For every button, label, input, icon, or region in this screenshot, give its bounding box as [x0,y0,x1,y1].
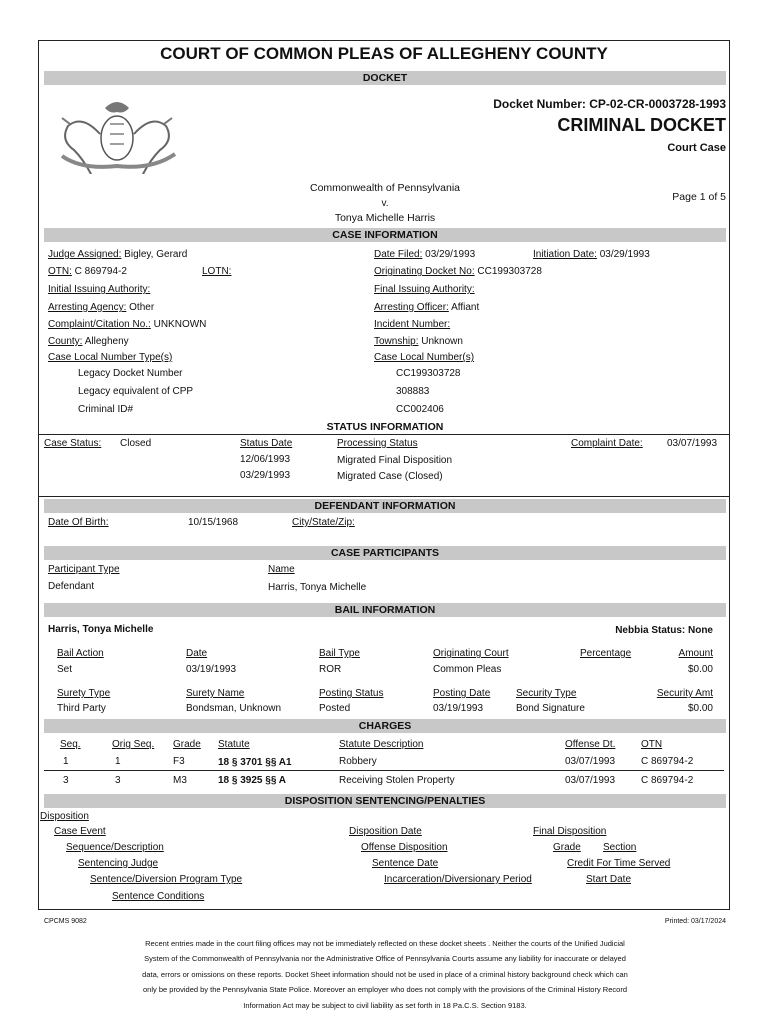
offense-date-label: Offense Dt. [565,739,616,750]
disposition-label: Disposition [40,811,89,822]
complaint-value: UNKNOWN [153,319,207,330]
dob-value: 10/15/1968 [188,517,239,528]
arresting-agency-row [48,302,154,313]
charge-2-orig-seq: 3 [115,775,121,786]
arresting-agency-value: Other [129,302,155,313]
grade-disp-label: Grade [553,842,581,853]
case-info-bar: CASE INFORMATION [44,228,726,242]
charge-2-statute: 18 § 3925 §§ A [218,775,287,786]
docket-bar: DOCKET [44,71,726,85]
local-type-label: Case Local Number Type(s) [48,352,173,363]
posting-status-label: Posting Status [319,688,384,699]
judge-row [48,249,187,260]
incident-label: Incident Number: [374,319,451,330]
date-filed-label: Date Filed: [374,249,423,260]
status-bar: STATUS INFORMATION [326,421,444,433]
local-number-3: CC002406 [396,404,444,415]
defendant-bar: DEFENDANT INFORMATION [44,499,726,513]
orig-docket-label: Originating Docket No: [374,266,475,277]
initiation-label: Initiation Date: [533,249,597,260]
security-type-label: Security Type [516,688,577,699]
originating-court-label: Originating Court [433,648,509,659]
footer-notice [60,936,710,1013]
caption-v: v. [381,198,389,209]
defendant-top-rule [38,496,730,497]
case-type: Court Case [667,142,726,154]
charge-1-otn: C 869794-2 [641,756,694,767]
charge-2-description: Receiving Stolen Property [339,775,455,786]
incarceration-label: Incarceration/Diversionary Period [384,874,532,885]
section-label: Section [603,842,637,853]
processing-2: Migrated Case (Closed) [337,471,443,482]
seq-label: Seq. [60,739,81,750]
charges-bar: CHARGES [44,719,726,733]
township-row [374,336,463,347]
bail-type-value: ROR [319,664,342,675]
page-number: Page 1 of 5 [672,191,726,203]
township-label: Township: [374,336,419,347]
start-date-label: Start Date [586,874,632,885]
percentage-label: Percentage [580,648,632,659]
arresting-officer-row [374,302,479,313]
charge-2-seq: 3 [63,775,69,786]
initial-authority-label: Initial Issuing Authority: [48,284,151,295]
case-status-label: Case Status: [44,438,102,449]
initiation-row [533,249,650,260]
printed-date: Printed: 03/17/2024 [664,918,726,925]
orig-seq-label: Orig Seq. [112,739,155,750]
bail-action-value: Set [57,664,73,675]
sequence-description-label: Sequence/Description [66,842,164,853]
sentence-diversion-label: Sentence/Diversion Program Type [90,874,243,885]
grade-label: Grade [173,739,201,750]
charge-1-grade: F3 [173,756,185,767]
sentence-conditions-label: Sentence Conditions [112,891,205,902]
security-type-value: Bond Signature [516,703,585,714]
complaint-date-value: 03/07/1993 [667,438,718,449]
dob-label: Date Of Birth: [48,517,109,528]
sentence-date-label: Sentence Date [372,858,439,869]
caption-defendant: Tonya Michelle Harris [334,212,436,224]
status-date-1: 12/06/1993 [240,454,291,465]
status-date-2: 03/29/1993 [240,470,291,481]
statute-label: Statute [218,739,250,750]
processing-1: Migrated Final Disposition [337,455,453,466]
charge-1-orig-seq: 1 [115,756,121,767]
judge-label: Judge Assigned: [48,249,122,260]
surety-type-value: Third Party [57,703,106,714]
posting-date-value: 03/19/1993 [433,703,484,714]
charge-1-seq: 1 [63,756,69,767]
otn-row [48,266,127,277]
bail-action-label: Bail Action [57,648,104,659]
nebbia-status: Nebbia Status: None [615,625,713,636]
security-amt-label: Security Amt [656,688,713,699]
processing-label: Processing Status [337,438,418,449]
docket-number: Docket Number: CP-02-CR-0003728-1993 [493,97,726,111]
otn-label: OTN: [48,266,72,277]
originating-court-value: Common Pleas [433,664,502,675]
statute-desc-label: Statute Description [339,739,424,750]
status-rule [38,434,730,435]
arresting-agency-label: Arresting Agency: [48,302,127,313]
arresting-officer-value: Affiant [451,302,480,313]
local-type-3: Criminal ID# [78,404,134,415]
bail-type-label: Bail Type [319,648,360,659]
amount-value: $0.00 [687,664,713,675]
court-title: COURT OF COMMON PLEAS OF ALLEGHENY COUNTY [160,44,608,63]
participant-type: Defendant [48,581,95,592]
local-type-1: Legacy Docket Number [78,368,183,379]
final-authority-label: Final Issuing Authority: [374,284,475,295]
amount-label: Amount [678,648,713,659]
participants-bar: CASE PARTICIPANTS [44,546,726,560]
charge-1-statute: 18 § 3701 §§ A1 [218,757,292,768]
local-number-1: CC199303728 [396,368,461,379]
notice-line: Recent entries made in the court filing offices may not be immediately reflected on these docket sheets . Neither the courts of the Unified Judicial [145,939,625,948]
complaint-label: Complaint/Citation No.: [48,319,151,330]
security-amt-value: $0.00 [687,703,713,714]
disposition-bar: DISPOSITION SENTENCING/PENALTIES [44,794,726,808]
charge-row-rule [44,770,724,771]
county-row [48,336,129,347]
credit-time-label: Credit For Time Served [567,858,671,869]
charge-1-offense-date: 03/07/1993 [565,756,616,767]
local-number-label: Case Local Number(s) [374,352,475,363]
surety-name-value: Bondsman, Unknown [186,703,282,714]
bail-date-value: 03/19/1993 [186,664,237,675]
charge-2-otn: C 869794-2 [641,775,694,786]
participant-name: Harris, Tonya Michelle [268,582,367,593]
bail-bar: BAIL INFORMATION [44,603,726,617]
surety-name-label: Surety Name [186,688,245,699]
charge-2-grade: M3 [173,775,187,786]
county-value: Allegheny [84,336,129,347]
participant-type-label: Participant Type [48,564,120,575]
charge-2-offense-date: 03/07/1993 [565,775,616,786]
local-type-2: Legacy equivalent of CPP [78,386,194,397]
posting-status-value: Posted [319,703,351,714]
case-status-value: Closed [120,438,152,449]
case-event-label: Case Event [54,826,106,837]
caption-plaintiff: Commonwealth of Pennsylvania [310,182,460,194]
notice-line: only be provided by the Pennsylvania State Police. Moreover an employer who does not comply with the provisions of the Criminal History Record [143,985,627,995]
charge-1-description: Robbery [339,756,377,767]
sentencing-judge-label: Sentencing Judge [78,858,159,869]
pennsylvania-seal-icon [50,94,185,174]
county-label: County: [48,336,83,347]
disposition-date-label: Disposition Date [349,826,422,837]
charge-otn-label: OTN [641,739,663,750]
initiation-value: 03/29/1993 [599,249,650,260]
complaint-date-label: Complaint Date: [571,438,643,449]
arresting-officer-label: Arresting Officer: [374,302,449,313]
docket-type: CRIMINAL DOCKET [557,115,726,135]
bail-defendant-name: Harris, Tonya Michelle [48,624,154,635]
form-number: CPCMS 9082 [44,918,87,925]
status-date-label: Status Date [240,438,293,449]
surety-type-label: Surety Type [57,688,111,699]
judge-value: Bigley, Gerard [124,249,188,260]
notice-line: Information Act may be subject to civil liability as set forth in 18 Pa.C.S. Section 9183. [243,1000,527,1010]
date-filed-row [374,249,475,260]
city-label: City/State/Zip: [292,517,355,528]
notice-line: System of the Commonwealth of Pennsylvania nor the Administrative Office of Pennsylvania Courts assume any liability for inaccurate or delayed [144,954,626,964]
notice-line: data, errors or omissions on these reports. Docket Sheet information should not be used in place of a criminal history background check which can [142,969,628,979]
township-value: Unknown [421,336,463,347]
otn-value: C 869794-2 [74,266,127,277]
participant-name-label: Name [268,564,295,575]
complaint-row [48,319,206,330]
final-disposition-label: Final Disposition [533,826,607,837]
bail-date-label: Date [186,648,208,659]
date-filed-value: 03/29/1993 [425,249,476,260]
local-number-2: 308883 [396,386,430,397]
orig-docket-value: CC199303728 [477,266,542,277]
posting-date-label: Posting Date [433,688,491,699]
offense-disposition-label: Offense Disposition [361,842,448,853]
lotn-label: LOTN: [202,266,232,277]
orig-docket-row [374,266,542,277]
